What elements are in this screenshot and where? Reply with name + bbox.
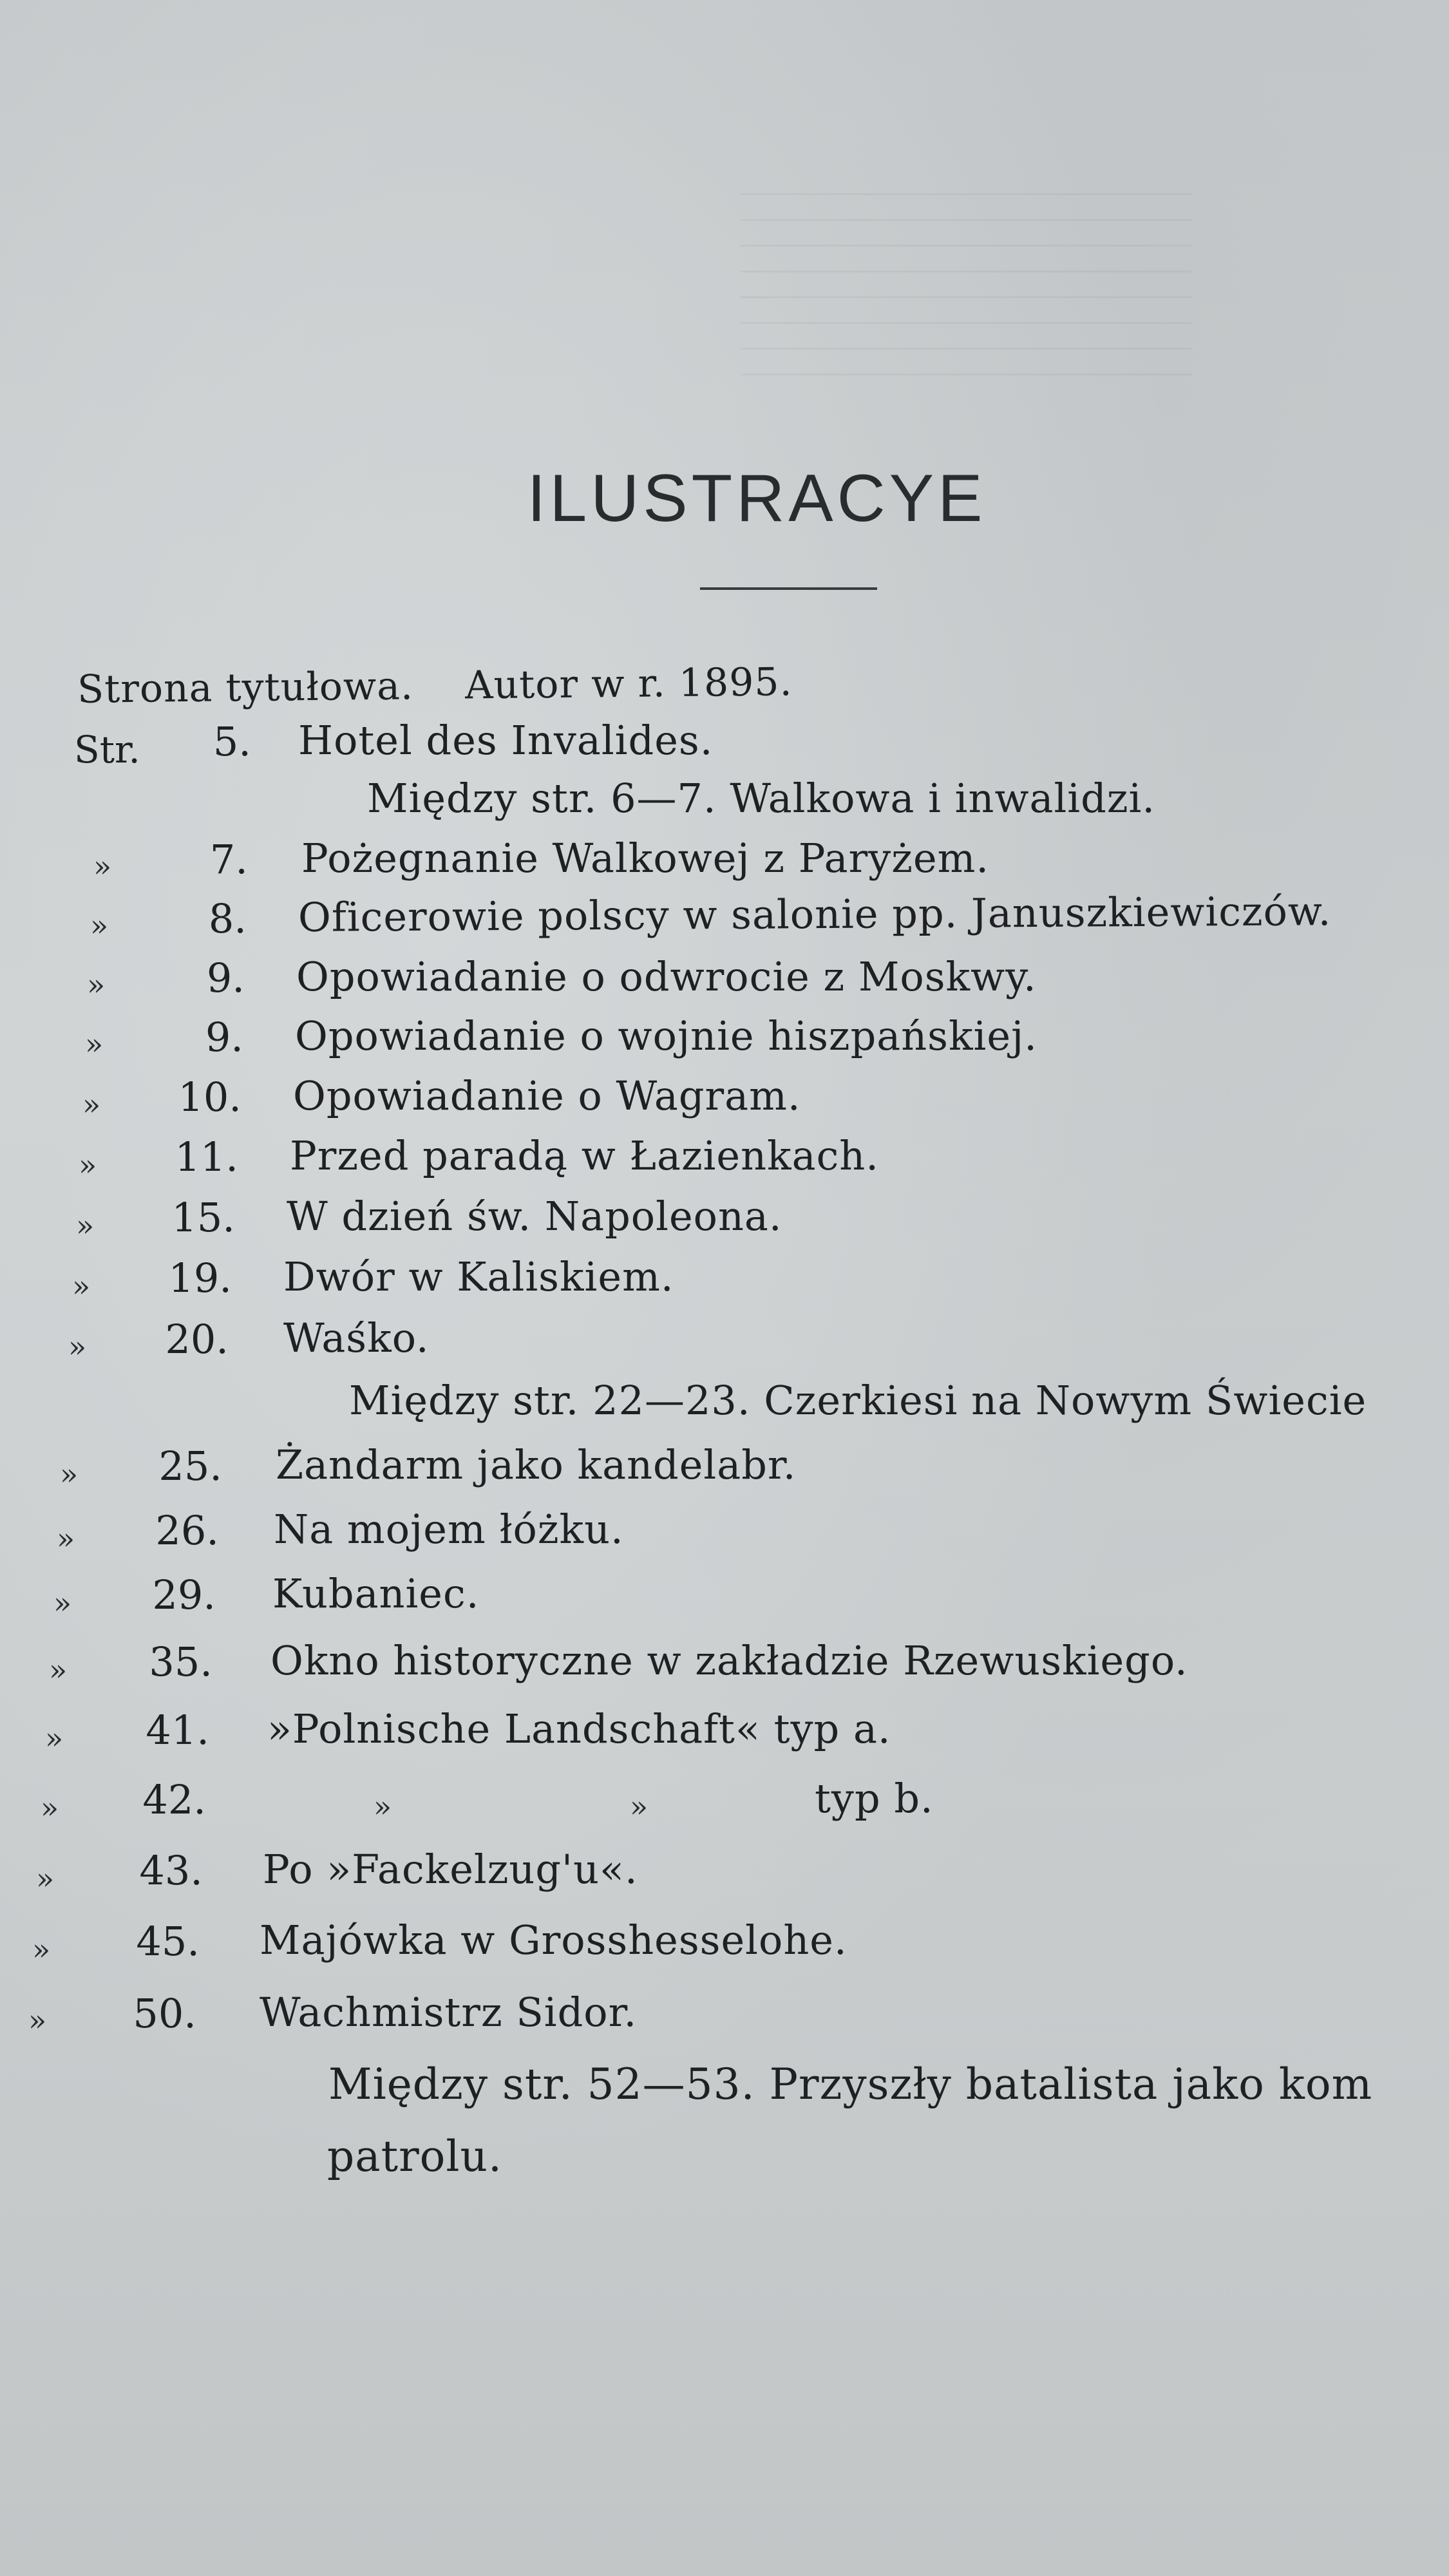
- ditto-mark: »: [76, 1208, 95, 1243]
- ditto-mark: »: [41, 1790, 59, 1825]
- between-pages-entry: Między str. 6—7. Walkowa i inwalidzi.: [367, 775, 1156, 822]
- entry-page-number: 20.: [165, 1316, 229, 1363]
- ditto-mark: »: [45, 1721, 64, 1756]
- between-pages-entry: Między str. 22—23. Czerkiesi na Nowym Świecie: [349, 1377, 1367, 1424]
- entry-page-number: 45.: [136, 1918, 200, 1965]
- entry-title: Żandarm jako kandelabr.: [276, 1441, 797, 1488]
- entry-page-number: 7.: [209, 836, 248, 883]
- entry-title: Hotel des Invalides.: [298, 717, 714, 764]
- entry-title: Waśko.: [283, 1314, 430, 1361]
- entry-title: »Polnische Landschaft« typ a.: [267, 1705, 891, 1752]
- entry-page-number: 43.: [139, 1847, 203, 1894]
- entry-page-number: 9.: [206, 954, 245, 1001]
- ditto-mark: »: [82, 1087, 101, 1122]
- entry-title: Przed paradą w Łazienkach.: [290, 1132, 879, 1179]
- front-page-text: Autor w r. 1895.: [464, 659, 793, 708]
- entry-page-number: 41.: [146, 1707, 209, 1754]
- entry-page-number: 35.: [149, 1638, 213, 1685]
- entry-title: Wachmistrz Sidor.: [260, 1989, 638, 2036]
- entry-title: Okno historyczne w zakładzie Rzewuskiego.: [270, 1637, 1188, 1684]
- entry-title: W dzień św. Napoleona.: [287, 1193, 782, 1240]
- entry-page-number: 5.: [213, 718, 251, 765]
- entry-title: Opowiadanie o Wagram.: [293, 1072, 801, 1119]
- entry-title: typ b.: [815, 1775, 934, 1822]
- ditto-mark: »: [32, 1932, 51, 1967]
- ditto-mark: »: [28, 2003, 47, 2038]
- ditto-mark: »: [79, 1148, 97, 1182]
- ditto-mark: »: [72, 1269, 91, 1303]
- entry-title: Majówka w Grosshesselohe.: [260, 1917, 848, 1964]
- entry-title: Dwór w Kaliskiem.: [283, 1253, 674, 1300]
- entry-title: Opowiadanie o odwrocie z Moskwy.: [296, 953, 1037, 1000]
- title-rule: [700, 587, 877, 590]
- entry-page-number: 25.: [158, 1443, 222, 1490]
- ditto-mark: »: [36, 1861, 55, 1896]
- entry-title: Pożegnanie Walkowej z Paryżem.: [301, 835, 990, 882]
- between-pages-entry: Między str. 52—53. Przyszły batalista jako kom: [328, 2060, 1373, 2109]
- ditto-mark: »: [87, 967, 106, 1002]
- entry-page-number: 9.: [205, 1014, 243, 1061]
- entry-page-number: 10.: [178, 1074, 242, 1121]
- ditto-mark: »: [630, 1789, 649, 1824]
- ditto-mark: »: [374, 1789, 392, 1824]
- entry-page-number: 8.: [208, 895, 247, 942]
- entry-title: Oficerowie polscy w salonie pp. Januszkiewiczów.: [298, 887, 1332, 941]
- entry-page-number: 50.: [133, 1990, 196, 2037]
- entry-page-number: 29.: [152, 1571, 216, 1618]
- ditto-mark: »: [53, 1586, 72, 1620]
- entry-page-number: 11.: [175, 1133, 238, 1180]
- ditto-mark: »: [49, 1653, 68, 1687]
- entry-prefix: Str.: [74, 728, 140, 772]
- entry-page-number: 26.: [155, 1507, 219, 1554]
- ditto-mark: »: [68, 1329, 87, 1364]
- entry-page-number: 19.: [168, 1255, 232, 1302]
- front-page-label: Strona tytułowa.: [77, 663, 414, 712]
- continuation-text: patrolu.: [327, 2132, 502, 2181]
- entry-title: Kubaniec.: [272, 1570, 480, 1617]
- ditto-mark: »: [90, 908, 109, 943]
- entry-page-number: 15.: [171, 1194, 235, 1241]
- entry-title: Na mojem łóżku.: [274, 1506, 624, 1553]
- entry-title: Po »Fackelzug'u«.: [263, 1846, 638, 1893]
- ditto-mark: »: [93, 849, 112, 884]
- paper-show-through: [741, 193, 1191, 386]
- ditto-mark: »: [60, 1457, 79, 1492]
- ditto-mark: »: [85, 1027, 104, 1061]
- ditto-mark: »: [57, 1521, 75, 1556]
- front-page-entry: [77, 659, 793, 712]
- entry-title: Opowiadanie o wojnie hiszpańskiej.: [295, 1012, 1037, 1059]
- page-title: ILUSTRACYE: [527, 461, 987, 536]
- entry-page-number: 42.: [142, 1776, 206, 1823]
